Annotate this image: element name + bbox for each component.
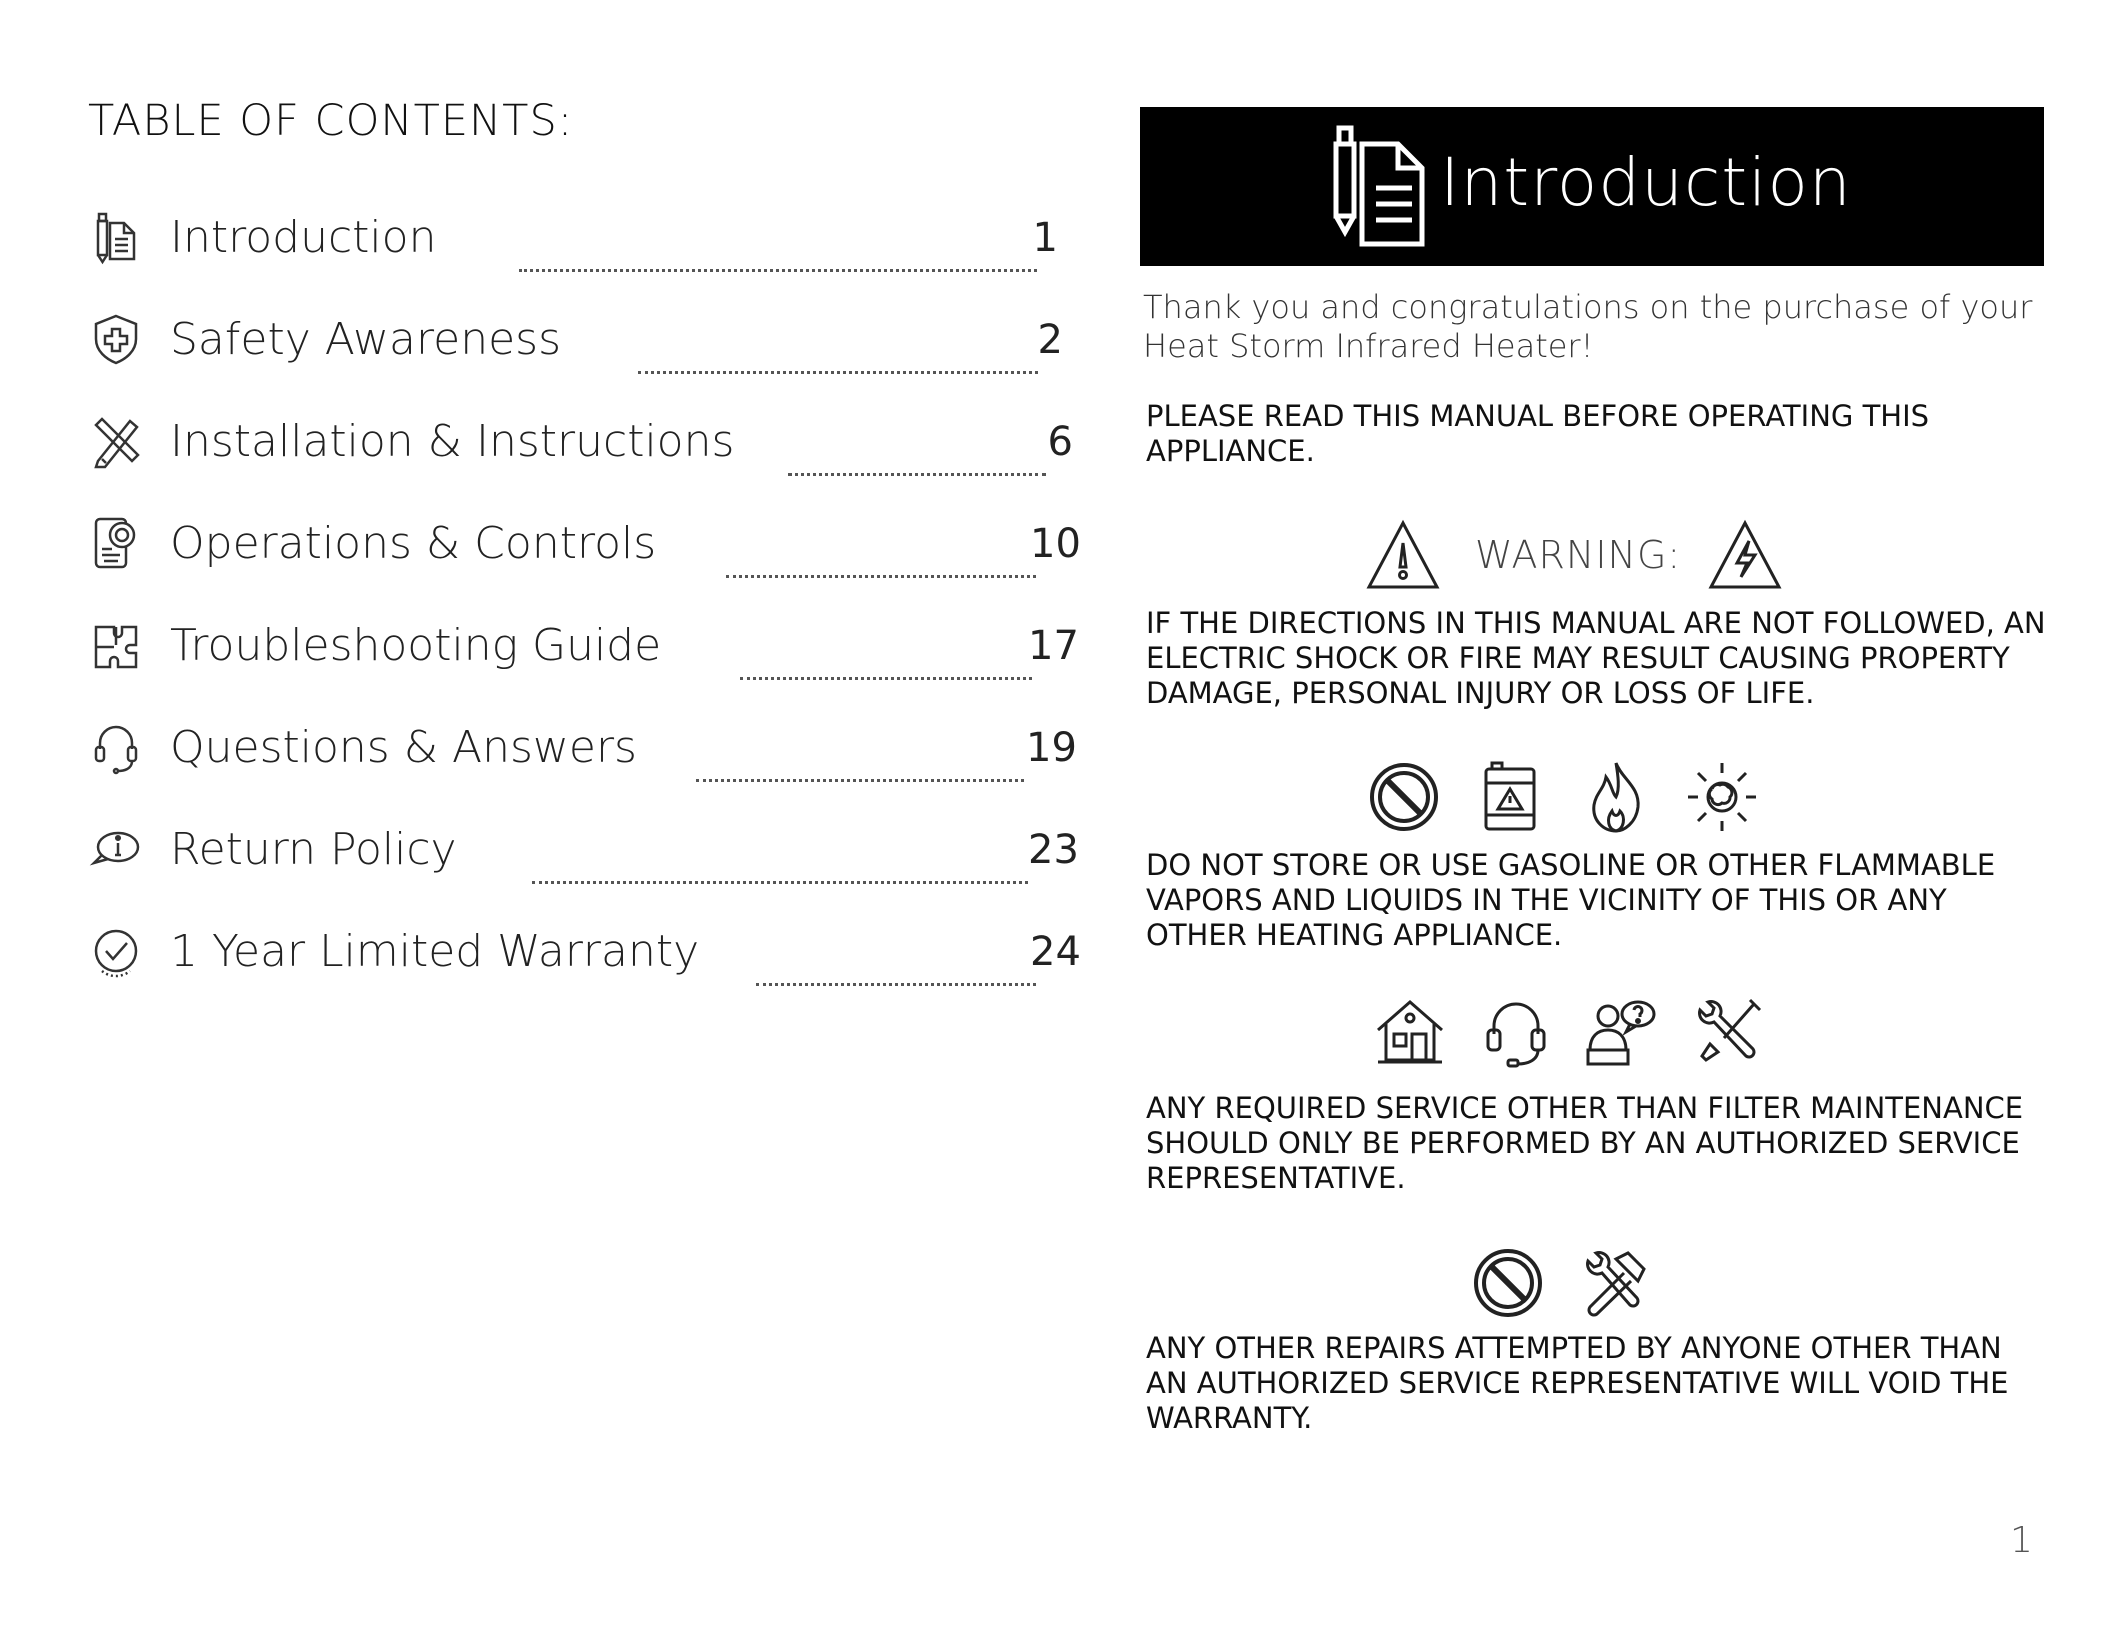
toc-item-return-policy[interactable]	[88, 815, 1079, 885]
leader-dots	[696, 713, 1024, 782]
house-icon	[1372, 994, 1448, 1070]
toc-page: 19	[1026, 725, 1077, 771]
toc-page: 23	[1028, 827, 1079, 873]
page-number: 1	[2010, 1520, 2033, 1561]
info-bubble-icon	[88, 821, 144, 877]
toc-label: Introduction	[170, 212, 437, 263]
warning-row	[1365, 510, 1813, 600]
toc-item-safety-awareness[interactable]	[88, 305, 1063, 375]
flammable-warning-text: DO NOT STORE OR USE GASOLINE OR OTHER FLAMMABLE VAPORS AND LIQUIDS IN THE VICINITY OF THIS OR ANY OTHER HEATING APPLIANCE.	[1146, 848, 1996, 952]
thank-you-text: Thank you and congratulations on the purchase of your Heat Storm Infrared Heater!	[1143, 288, 2033, 365]
toc-item-introduction[interactable]	[88, 203, 1058, 273]
phone-gear-icon	[88, 515, 144, 571]
support-agent-icon	[1584, 994, 1660, 1070]
leader-dots	[726, 509, 1036, 578]
document-pencil-icon	[88, 209, 144, 265]
leader-dots	[740, 611, 1032, 680]
repairs-icons-row	[1470, 1238, 1682, 1328]
shield-plus-icon	[88, 311, 144, 367]
toc-item-installation[interactable]	[88, 407, 1073, 477]
toc-label: Troubleshooting Guide	[170, 620, 662, 671]
intro-banner-title: Introduction	[1440, 144, 1852, 221]
document-pencil-icon	[1330, 122, 1430, 250]
caution-triangle-icon	[1365, 517, 1441, 593]
toc-label: Questions & Answers	[170, 722, 637, 773]
service-icons-row	[1372, 987, 1796, 1077]
leader-dots	[788, 407, 1046, 476]
pencil-ruler-icon	[88, 413, 144, 469]
leader-dots	[532, 815, 1028, 884]
electric-hazard-icon	[1707, 517, 1783, 593]
toc-page: 6	[1047, 419, 1073, 465]
prohibited-icon	[1366, 759, 1442, 835]
toc-title: TABLE OF CONTENTS:	[88, 96, 574, 146]
toc-item-troubleshooting[interactable]	[88, 611, 1079, 681]
toc-page: 17	[1028, 623, 1079, 669]
toc-label: Return Policy	[170, 824, 457, 875]
toc-label: Safety Awareness	[170, 314, 561, 365]
repairs-warning-text: ANY OTHER REPAIRS ATTEMPTED BY ANYONE OTHER THAN AN AUTHORIZED SERVICE REPRESENTATIVE WILL VOID THE WARRANTY.	[1146, 1331, 2009, 1435]
toc-label: Installation & Instructions	[170, 416, 735, 467]
tools-icon	[1690, 994, 1766, 1070]
leader-dots	[519, 203, 1037, 272]
leader-dots	[756, 917, 1036, 986]
flammable-icons-row	[1366, 752, 1790, 842]
explosion-icon	[1684, 759, 1760, 835]
check-badge-icon	[88, 923, 144, 979]
headset-icon	[88, 719, 144, 775]
toc-page: 24	[1030, 929, 1081, 975]
read-manual-notice: PLEASE READ THIS MANUAL BEFORE OPERATING THIS APPLIANCE.	[1146, 399, 1930, 468]
headset-icon	[1478, 994, 1554, 1070]
warning-label: WARNING:	[1475, 533, 1682, 577]
puzzle-icon	[88, 617, 144, 673]
intro-banner	[1140, 107, 2044, 266]
service-warning-text: ANY REQUIRED SERVICE OTHER THAN FILTER MAINTENANCE SHOULD ONLY BE PERFORMED BY AN AUTHORIZED SERVICE REPRESENTATIVE.	[1146, 1091, 2024, 1195]
wrench-hammer-icon	[1576, 1245, 1652, 1321]
toc-item-warranty[interactable]	[88, 917, 1081, 987]
toc-item-operations[interactable]	[88, 509, 1081, 579]
leader-dots	[638, 305, 1038, 374]
toc-label: 1 Year Limited Warranty	[170, 926, 700, 977]
toc-page: 10	[1030, 521, 1081, 567]
fuel-barrel-icon	[1472, 759, 1548, 835]
toc-item-questions[interactable]	[88, 713, 1077, 783]
toc-page: 2	[1037, 317, 1063, 363]
fire-icon	[1578, 759, 1654, 835]
toc-label: Operations & Controls	[170, 518, 657, 569]
toc-page: 1	[1032, 215, 1058, 261]
warning-text: IF THE DIRECTIONS IN THIS MANUAL ARE NOT FOLLOWED, AN ELECTRIC SHOCK OR FIRE MAY RESULT CAUSING PROPERTY DAMAGE, PERSONAL INJURY OR LOSS OF LIFE.	[1146, 606, 2046, 710]
prohibited-icon	[1470, 1245, 1546, 1321]
